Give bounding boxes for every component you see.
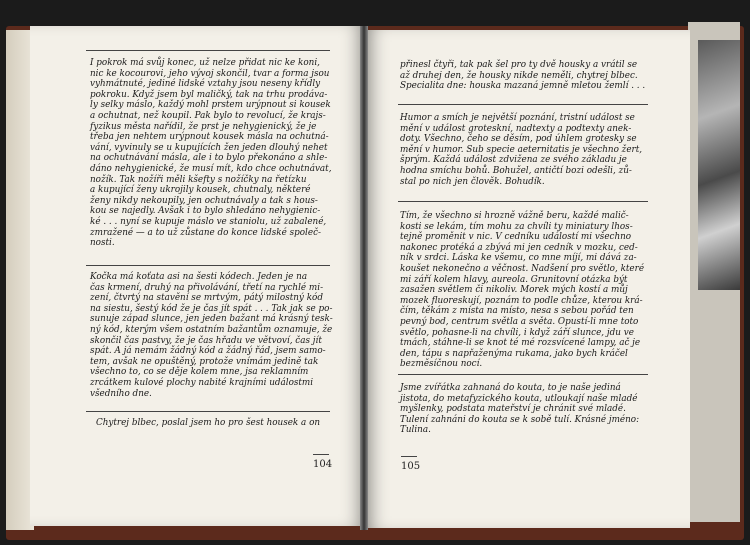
separator-rule bbox=[86, 411, 330, 412]
paragraph-chytrej-blbec: Chytrej blbec, poslal jsem ho pro šest housek a on bbox=[96, 418, 321, 428]
separator-rule bbox=[398, 374, 648, 375]
paragraph-kocka: Kočka má koťata asi na šesti kódech. Jeden je na čas krmení, druhý na přivolávání, třetí na rychlé mi- zení, čtvrtý na stavění se mrtvým, pátý milostný kód na siestu, šestý kód že je čas jít spát . . . Tak jak se po- sunuje západ slunce, jen jeden bažant má krásný tesk- ný kód, kterým všem ostatním bažantům oznamuje, že skončil čas pastvy, že je čas hřadu ve větvoví, čas jít spát. A já nemám žádný kód a žádný řád, jsem samo- tem, avšak ne opuštěný, protože vnímám jedině tak všechno to, co se děje kolem mne, jsa reklamním zrcátkem kulové plochy nabité krajními událostmi všedního dne. bbox=[90, 272, 333, 399]
separator-rule bbox=[86, 50, 330, 51]
separator-rule bbox=[86, 265, 330, 266]
separator-rule bbox=[398, 201, 648, 202]
page-number-rule bbox=[313, 454, 329, 455]
paragraph-svetlo: Tím, že všechno si hrozně vážně beru, každé malič- kosti se lekám, tím mohu za chvíli ty miniatury lhos- tejně proměnit v nic. V cedníku událostí mi všechno nakonec protéká a zbývá mi jen cedník v mozku, ced- ník v srdci. Láska ke všemu, co mne míjí, mi dává za- koušet nekonečno a věčnost. Nadšení pro světlo, které mi září kolem hlavy, aureola. Grunitovní otázka být zasažen světlem či nikoliv. Morek mých kostí a můj mozek fluoreskují, poznám to podle chůze, kterou krá- čím, těkám z místa na místo, nesa s sebou pořád ten pevný bod, centrum světla a světa. Opustí-li mne toto světlo, pohasne-li na chvíli, i když září slunce, jdu ve tmách, stáhne-li se knot té mé rozsvícené lampy, ač je den, tápu s napřaženýma rukama, jako bych kráčel bezměsíčnou nocí. bbox=[400, 211, 645, 370]
page-number-right: 105 bbox=[401, 461, 421, 472]
page-number-left: 104 bbox=[313, 459, 333, 470]
paragraph-zviratka: Jsme zvířátka zahnaná do kouta, to je naše jediná jistota, do metafyzického kouta, utloukají naše mladé myšlenky, podstata mateřství je chránit své mladé. Tulení zahnáni do kouta se k sobě tulí. Krásné jméno: Tulina. bbox=[400, 383, 640, 436]
paragraph-housky: přinesl čtyři, tak pak šel pro ty dvě housky a vrátil se až druhej den, že housky nikde neměli, chytrej blbec. Specialita dne: houska mazaná jemně mletou žemlí . . . bbox=[400, 60, 646, 92]
separator-rule bbox=[398, 104, 648, 105]
book-gutter bbox=[360, 26, 368, 530]
paragraph-pokrok: I pokrok má svůj konec, už nelze přidat nic ke koni, nic ke kocourovi, jeho vývoj skončil, tvar a forma jsou vyhmátnuté, jediné lidské vztahy jsou neseny křídly pokroku. Když jsem byl maličký, tak na trhu prodáva- ly selky máslo, každý mohl prstem urýpnout si kousek a ochutnat, než koupil. Pak bylo to revolucí, že krajs- fyzikus města nařídil, že prst je nehygienický, že je třeba jen nehtem urýpnout kousek másla na ochutná- vání, vyvinuly se u kupujících žen jeden dlouhý nehet na ochutnávání másla, ale i to bylo překonáno a shle- dáno nehygienické, že musí mít, kdo chce ochutnávat, nožík. Tak nožíři měli kšefty s nožíčky na řetízku a kupující ženy ukrojily kousek, chutnaly, některé ženy nikdy nekoupily, jen ochutnávaly a tak s hous- kou se najedly. Avšak i to bylo shledáno nehygienic- ké . . . nyní se kupuje máslo ve staniolu, už zabalené, zmražené — a to už zůstane do konce lidské společ- nosti. bbox=[90, 58, 332, 249]
paragraph-humor: Humor a smích je největší poznání, tristní událost se mění v událost groteskní, nadtexty a podtexty anek- doty. Všechno, čeho se děsím, pod úhlem grotesky se mění v humor. Sub specie aeternitatis je všechno žert, šprým. Každá událost zdvižena ze svého základu je hodna smíchu bohů. Bohužel, antičtí bozi odešli, zů- stal po nich jen člověk. Bohudík. bbox=[400, 113, 643, 187]
page-number-rule bbox=[401, 456, 417, 457]
photo-edge bbox=[698, 40, 740, 290]
